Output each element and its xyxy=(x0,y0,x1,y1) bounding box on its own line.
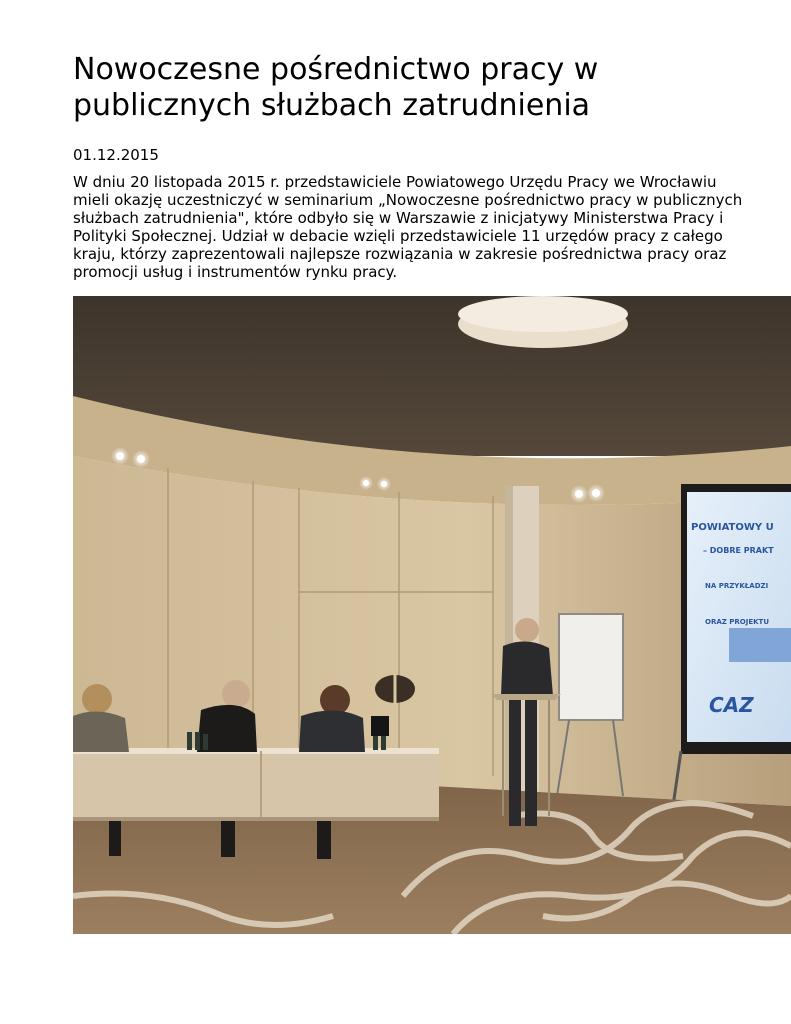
article-body: W dniu 20 listopada 2015 r. przedstawiciele Powiatowego Urzędu Pracy we Wrocławiu mieli okazję uczestniczyć w seminarium „Nowoczesne pośrednictwo pracy w publicznych służbach zatrudnienia", które odbyło się w Warszawie z inicjatywy Ministerstwa Pracy i Polityki Społecznej. Udział w debacie wzięli przedstawiciele 11 urzędów pracy z całego kraju, którzy zaprezentowali najlepsze rozwiązania w zakresie pośrednictwa pracy oraz promocji usług i instrumentów rynku pracy. xyxy=(73,173,743,281)
screen-line-2: – DOBRE PRAKT xyxy=(703,546,774,555)
screen-logo: CAZ xyxy=(709,693,754,717)
projection-screen xyxy=(681,484,791,754)
article-date: 01.12.2015 xyxy=(73,146,159,164)
article-title: Nowoczesne pośrednictwo pracy w publicznych służbach zatrudnienia xyxy=(73,52,599,123)
article-photo xyxy=(73,296,791,934)
screen-line-1: POWIATOWY U xyxy=(691,522,774,533)
article xyxy=(73,0,791,281)
panel-table xyxy=(73,748,439,821)
screen-line-3: NA PRZYKŁADZI xyxy=(705,582,769,590)
screen-line-4: ORAZ PROJEKTU xyxy=(705,618,770,626)
